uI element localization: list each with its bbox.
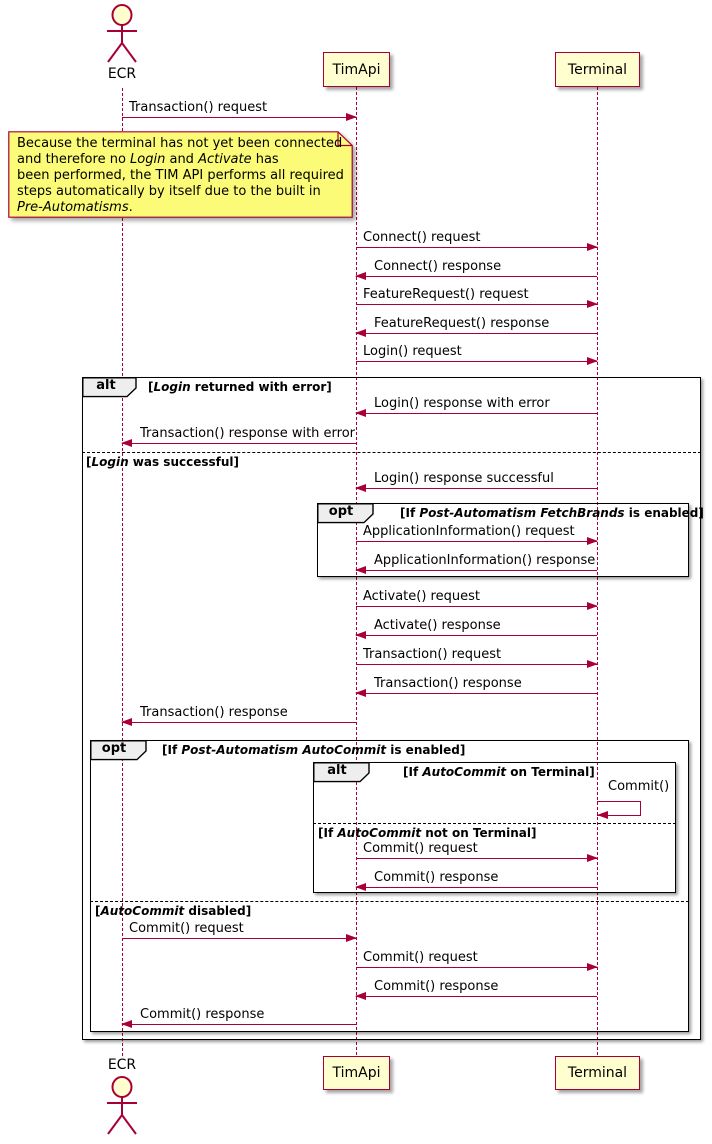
actor-icon	[100, 4, 144, 66]
message-transaction-response-ecr: Transaction() response	[122, 704, 356, 723]
actor-ecr-top	[100, 4, 144, 66]
actor-ecr-bottom-label: ECR	[107, 1057, 137, 1073]
arrowhead-right-icon	[587, 660, 598, 668]
alt-autocommit-else-divider	[313, 823, 676, 824]
alt-login-else-divider	[82, 452, 701, 453]
message-applicationinformation-response: ApplicationInformation() response	[356, 552, 597, 571]
note-text: Because the terminal has not yet been connected and therefore no Login and Activate has been performed, the TIM API performs all required steps automatically by itself due to the built in Pre-Automatisms.	[17, 136, 344, 215]
arrowhead-left-icon	[121, 1020, 132, 1028]
note	[8, 131, 353, 218]
opt-fetchbrands-pentagon: opt	[317, 503, 383, 524]
message-connect-request: Connect() request	[356, 229, 597, 248]
message-login-request: Login() request	[356, 343, 597, 362]
message-transaction-response-error: Transaction() response with error	[122, 425, 356, 444]
arrowhead-left-icon	[355, 631, 366, 639]
actor-icon	[100, 1076, 144, 1138]
arrowhead-left-icon	[355, 992, 366, 1000]
opt-autocommit-condition-2: [AutoCommit disabled]	[95, 904, 252, 918]
arrowhead-left-icon	[355, 484, 366, 492]
participant-timapi-bottom-label: TimApi	[332, 1065, 381, 1081]
arrowhead-left-icon	[597, 811, 608, 819]
arrowhead-left-icon	[355, 883, 366, 891]
alt-autocommit-condition-1: [If AutoCommit on Terminal]	[403, 765, 595, 779]
message-commit-response-ecr: Commit() response	[122, 1006, 356, 1025]
participant-timapi-top-label: TimApi	[332, 61, 381, 78]
arrowhead-left-icon	[121, 718, 132, 726]
participant-terminal-top-label: Terminal	[567, 61, 628, 78]
arrowhead-right-icon	[587, 854, 598, 862]
opt-autocommit-else-divider	[90, 901, 689, 902]
arrowhead-right-icon	[587, 243, 598, 251]
opt-autocommit-condition: [If Post-Automatism AutoCommit is enabled]	[162, 743, 466, 757]
message-commit-response-timapi: Commit() response	[356, 869, 597, 888]
message-transaction-request: Transaction() request	[122, 99, 356, 118]
arrowhead-left-icon	[355, 272, 366, 280]
message-featurerequest-response: FeatureRequest() response	[356, 315, 597, 334]
arrowhead-left-icon	[355, 689, 366, 697]
participant-terminal-bottom-label: Terminal	[567, 1065, 628, 1081]
actor-ecr-top-label: ECR	[107, 66, 137, 82]
alt-autocommit-condition-2: [If AutoCommit not on Terminal]	[318, 826, 537, 840]
participant-terminal-bottom	[555, 1056, 640, 1090]
arrowhead-right-icon	[587, 602, 598, 610]
message-activate-response: Activate() response	[356, 617, 597, 636]
alt-login-condition-1: [Login returned with error]	[148, 380, 332, 394]
participant-terminal-top	[555, 52, 640, 87]
message-commit-request-timapi: Commit() request	[356, 840, 597, 859]
arrowhead-right-icon	[587, 357, 598, 365]
arrowhead-left-icon	[355, 409, 366, 417]
alt-autocommit-pentagon: alt	[313, 762, 379, 783]
arrowhead-right-icon	[346, 113, 357, 121]
arrowhead-right-icon	[587, 300, 598, 308]
message-commit-self-arrow	[597, 801, 641, 816]
message-transaction-response-2: Transaction() response	[356, 675, 597, 694]
message-commit-request-ecr: Commit() request	[122, 920, 356, 939]
arrowhead-right-icon	[587, 963, 598, 971]
message-commit-request-terminal: Commit() request	[356, 949, 597, 968]
actor-ecr-bottom	[100, 1076, 144, 1140]
message-login-response-successful: Login() response successful	[356, 470, 597, 489]
arrowhead-right-icon	[587, 537, 598, 545]
arrowhead-left-icon	[121, 439, 132, 447]
alt-login-condition-2: [Login was successful]	[86, 455, 240, 469]
arrowhead-right-icon	[346, 934, 357, 942]
message-commit-response-terminal: Commit() response	[356, 978, 597, 997]
message-applicationinformation-request: ApplicationInformation() request	[356, 523, 597, 542]
message-login-response-error: Login() response with error	[356, 395, 597, 414]
message-commit-self-label: Commit()	[608, 779, 670, 794]
message-connect-response: Connect() response	[356, 258, 597, 277]
participant-timapi-top	[323, 52, 390, 87]
participant-timapi-bottom	[323, 1056, 390, 1090]
message-featurerequest-request: FeatureRequest() request	[356, 286, 597, 305]
opt-autocommit-pentagon: opt	[90, 740, 156, 761]
message-transaction-request-2: Transaction() request	[356, 646, 597, 665]
opt-fetchbrands-condition: [If Post-Automatism FetchBrands is enabled]	[400, 506, 704, 520]
message-activate-request: Activate() request	[356, 588, 597, 607]
alt-login-pentagon: alt	[82, 377, 146, 398]
arrowhead-left-icon	[355, 329, 366, 337]
arrowhead-left-icon	[355, 566, 366, 574]
